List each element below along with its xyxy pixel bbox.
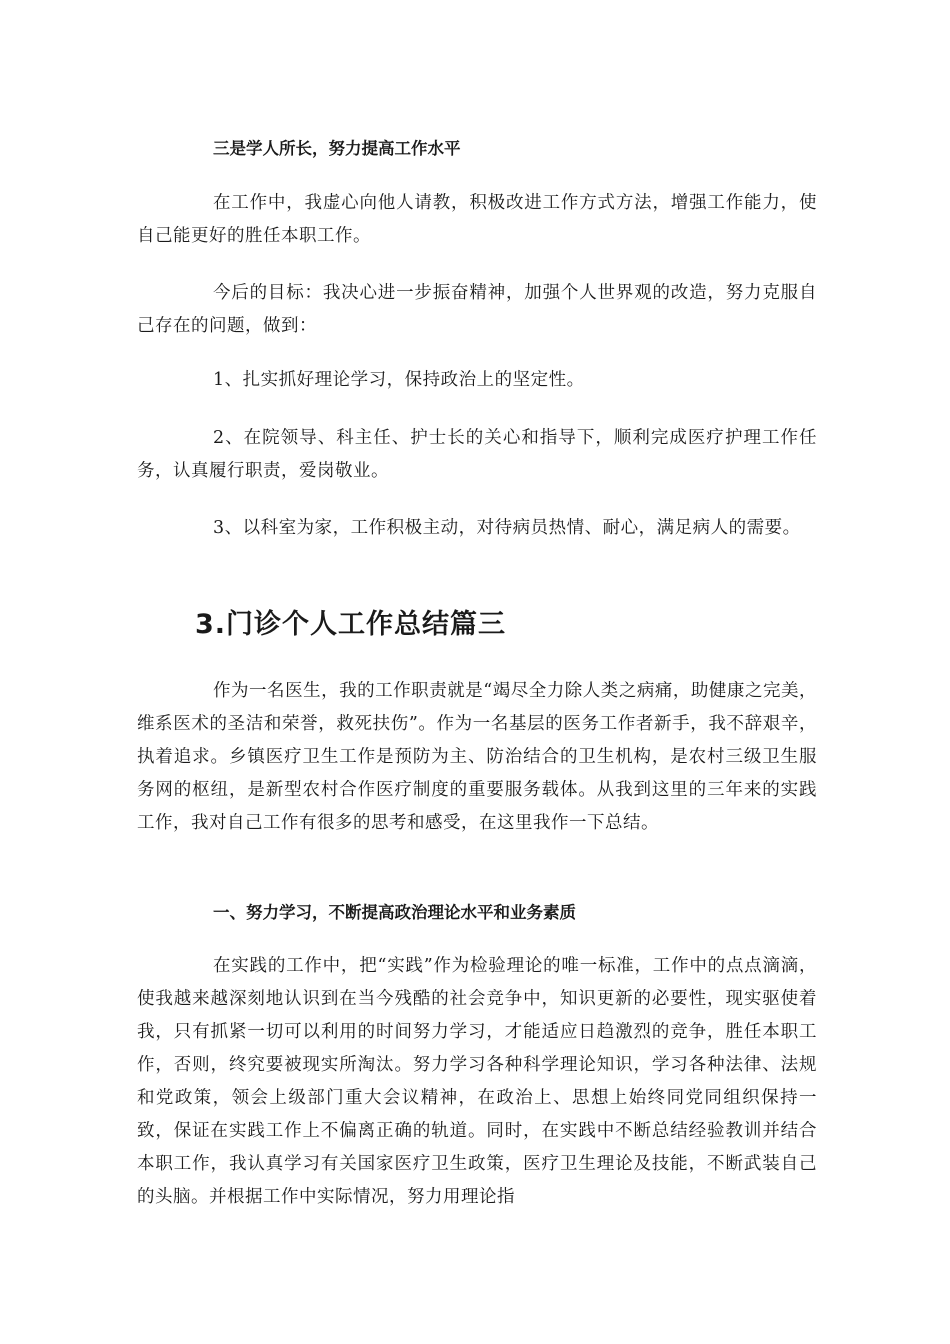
- list-item-3: 3、以科室为家，工作积极主动，对待病员热情、耐心，满足病人的需要。: [213, 518, 801, 538]
- paragraph-learn: 在工作中，我虚心向他人请教，积极改进工作方式方法，增强工作能力，使自己能更好的胜任本职工作。: [137, 193, 817, 246]
- chapter-title: 3.门诊个人工作总结篇三: [195, 609, 507, 640]
- paragraph-goal: 今后的目标：我决心进一步振奋精神，加强个人世界观的改造，努力克服自己存在的问题，做到：: [137, 283, 817, 336]
- paragraph-intro: 作为一名医生，我的工作职责就是“竭尽全力除人类之病痛，助健康之完美，维系医术的圣洁和荣誉，救死扶伤”。作为一名基层的医务工作者新手，我不辞艰辛，执着追求。乡镇医疗卫生工作是预防为主、防治结合的卫生机构，是农村三级卫生服务网的枢纽，是新型农村合作医疗制度的重要服务载体。从我到这里的三年来的实践工作，我对自己工作有很多的思考和感受，在这里我作一下总结。: [137, 681, 817, 833]
- list-item-1: 1、扎实抓好理论学习，保持政治上的坚定性。: [213, 370, 585, 390]
- section-heading-study: 一、努力学习，不断提高政治理论水平和业务素质: [213, 903, 576, 922]
- paragraph-study: 在实践的工作中，把“实践”作为检验理论的唯一标准，工作中的点点滴滴，使我越来越深刻地认识到在当今残酷的社会竞争中，知识更新的必要性，现实驱使着我，只有抓紧一切可以利用的时间努力学习，才能适应日趋激烈的竞争，胜任本职工作，否则，终究要被现实所淘汰。努力学习各种科学理论知识，学习各种法律、法规和党政策，领会上级部门重大会议精神，在政治上、思想上始终同党同组织保持一致，保证在实践工作上不偏离正确的轨道。同时，在实践中不断总结经验教训并结合本职工作，我认真学习有关国家医疗卫生政策，医疗卫生理论及技能，不断武装自己的头脑。并根据工作中实际情况，努力用理论指: [137, 956, 817, 1207]
- list-item-2: 2、在院领导、科主任、护士长的关心和指导下，顺利完成医疗护理工作任务，认真履行职责，爱岗敬业。: [137, 428, 817, 481]
- section-heading-learn: 三是学人所长，努力提高工作水平: [213, 139, 461, 158]
